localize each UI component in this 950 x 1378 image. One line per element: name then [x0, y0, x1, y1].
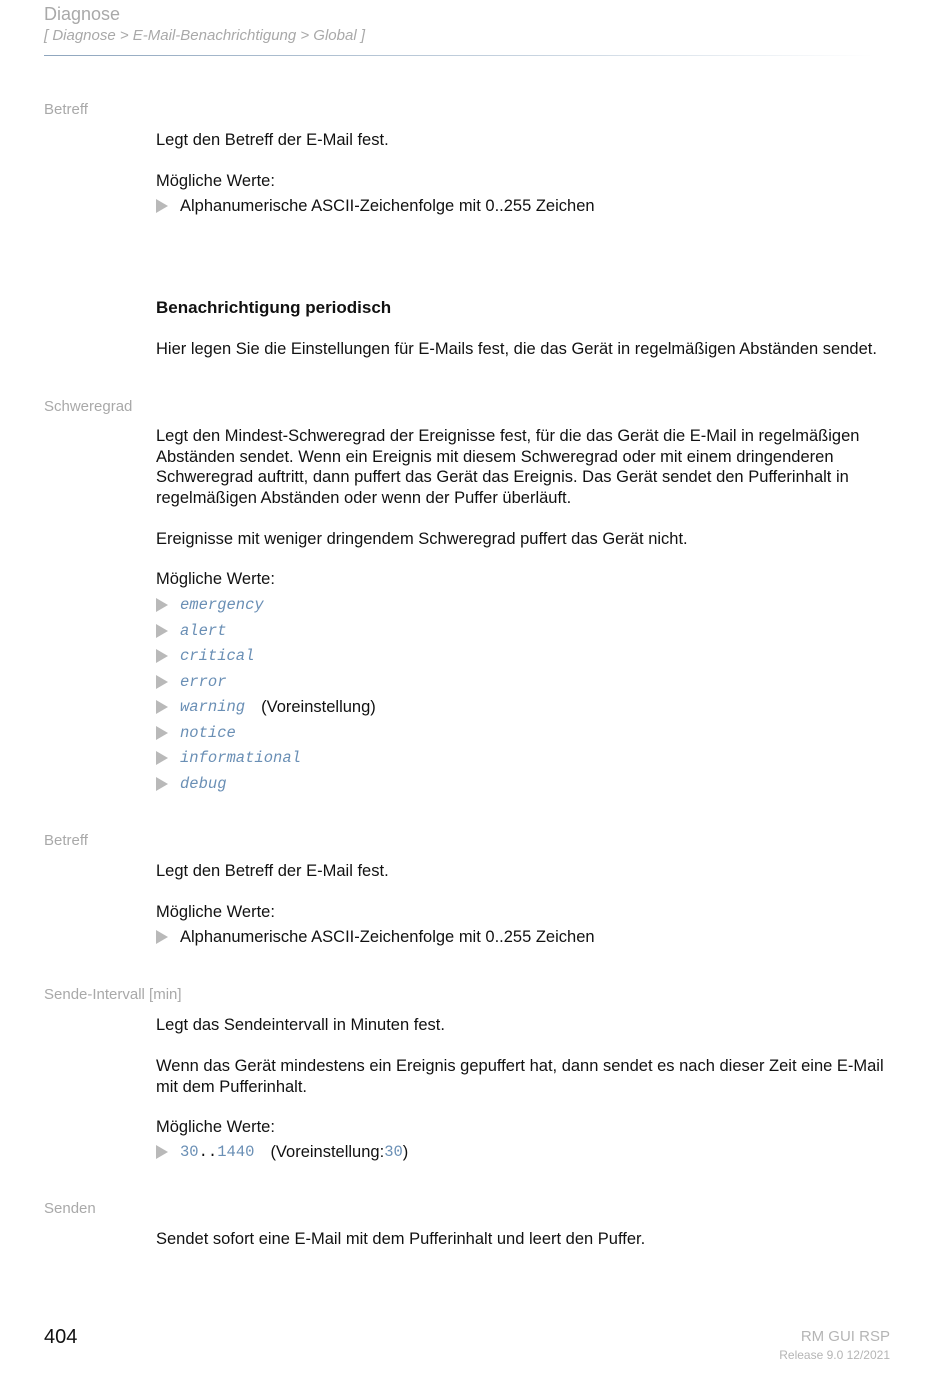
- default-note: (Voreinstellung): [261, 697, 376, 716]
- list-item: warning (Voreinstellung): [156, 696, 376, 718]
- list-item: critical: [156, 645, 254, 667]
- schweregrad-note: Ereignisse mit weniger dringendem Schweregrad puffert das Gerät nicht.: [156, 530, 688, 548]
- list-item: emergency: [156, 594, 264, 616]
- bullet-triangle-icon: [156, 624, 168, 638]
- values-title: Mögliche Werte:: [156, 1118, 275, 1136]
- label-betreff: Betreff: [44, 832, 88, 849]
- default-suffix: ): [402, 1142, 409, 1161]
- list-item: [156, 1141, 408, 1163]
- bullet-triangle-icon: [156, 930, 168, 944]
- bullet-triangle-icon: [156, 751, 168, 765]
- schweregrad-description: Legt den Mindest-Schweregrad der Ereignisse fest, für die das Gerät die E-Mail in regelmäßigen Abständen sendet. Wenn ein Ereignis mit diesem Schweregrad oder mit einem dringenderen Schweregrad auftritt, dann puffert das Gerät das Ereignis. Das Gerät sendet den Pufferinhalt in regelmäßigen Abständen oder wenn der Puffer überläuft.: [156, 427, 860, 507]
- label-schweregrad: Schweregrad: [44, 398, 133, 415]
- default-value: 30: [384, 1143, 403, 1161]
- bullet-triangle-icon: [156, 649, 168, 663]
- list-item: informational: [156, 747, 301, 769]
- values-title: Mögliche Werte:: [156, 903, 275, 921]
- list-item: debug: [156, 773, 227, 795]
- bullet-triangle-icon: [156, 1145, 168, 1159]
- range-max: 1440: [217, 1143, 255, 1161]
- label-betreff: Betreff: [44, 101, 88, 118]
- breadcrumb: [ Diagnose > E-Mail-Benachrichtigung > Global ]: [44, 27, 366, 44]
- senden-description: Sendet sofort eine E-Mail mit dem Pufferinhalt und leert den Puffer.: [156, 1230, 646, 1248]
- betreff-description: Legt den Betreff der E-Mail fest.: [156, 131, 389, 149]
- section-heading: Benachrichtigung periodisch: [156, 298, 392, 317]
- bullet-triangle-icon: [156, 598, 168, 612]
- values-title: Mögliche Werte:: [156, 570, 275, 588]
- bullet-triangle-icon: [156, 199, 168, 213]
- footer-product: RM GUI RSP: [800, 1328, 890, 1345]
- bullet-triangle-icon: [156, 675, 168, 689]
- list-item: Alphanumerische ASCII-Zeichenfolge mit 0..255 Zeichen: [156, 926, 595, 948]
- page-header-title: Diagnose: [44, 4, 121, 24]
- default-prefix: (Voreinstellung:: [270, 1142, 385, 1161]
- label-sende-intervall: Sende-Intervall [min]: [44, 986, 182, 1003]
- section-intro: Hier legen Sie die Einstellungen für E-Mails fest, die das Gerät in regelmäßigen Abständen sendet.: [156, 340, 877, 358]
- bullet-triangle-icon: [156, 777, 168, 791]
- interval-description: Legt das Sendeintervall in Minuten fest.: [156, 1016, 445, 1034]
- values-title: Mögliche Werte:: [156, 172, 275, 190]
- bullet-triangle-icon: [156, 700, 168, 714]
- list-item: error: [156, 671, 227, 693]
- footer-release: Release 9.0 12/2021: [779, 1348, 890, 1362]
- betreff-description: Legt den Betreff der E-Mail fest.: [156, 862, 389, 880]
- list-item: Alphanumerische ASCII-Zeichenfolge mit 0..255 Zeichen: [156, 195, 595, 217]
- bullet-triangle-icon: [156, 726, 168, 740]
- list-item: alert: [156, 620, 227, 642]
- list-item: notice: [156, 722, 236, 744]
- range-min: 30: [180, 1143, 199, 1161]
- interval-note: Wenn das Gerät mindestens ein Ereignis gepuffert hat, dann sendet es nach dieser Zeit eine E-Mail mit dem Pufferinhalt.: [156, 1057, 884, 1096]
- page-number: 404: [44, 1326, 78, 1348]
- label-senden: Senden: [44, 1200, 96, 1217]
- range-separator: ..: [198, 1143, 218, 1161]
- header-divider: [44, 55, 874, 56]
